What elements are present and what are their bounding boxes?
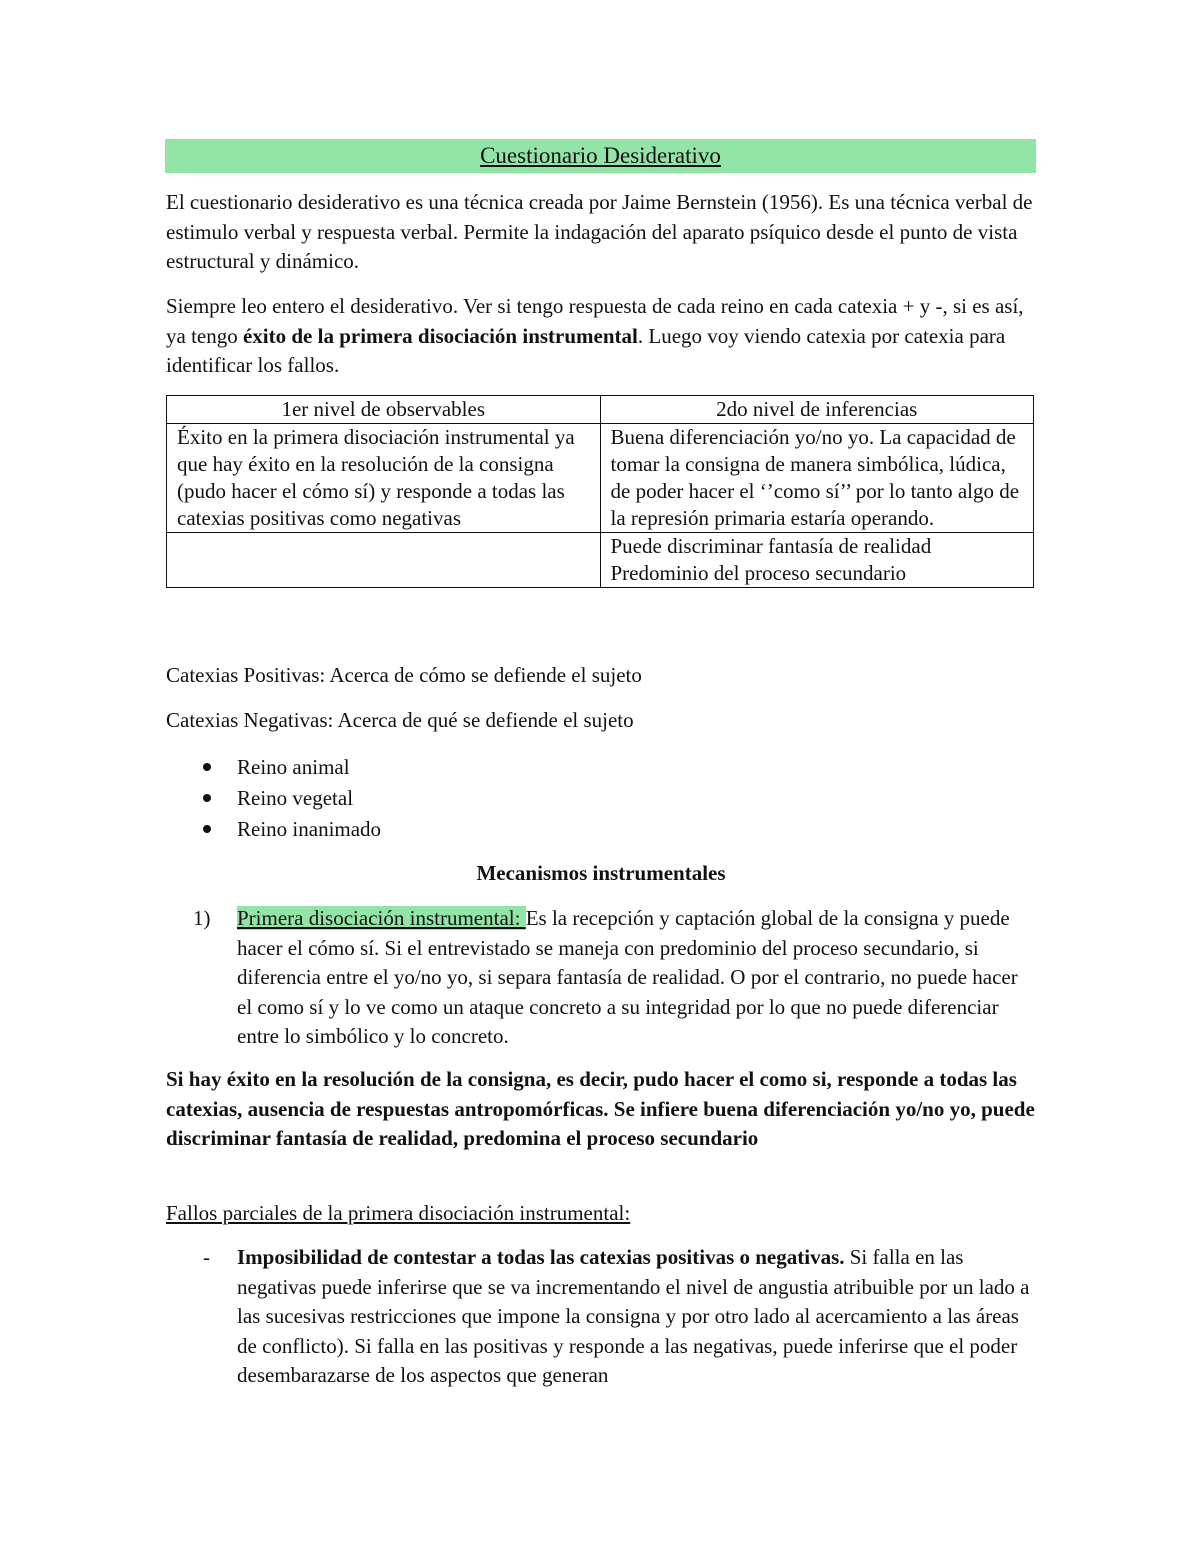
reinos-list	[166, 752, 381, 845]
dash-item-bold: Imposibilidad de contestar a todas las catexias positivas o negativas.	[237, 1245, 845, 1269]
list-item	[166, 814, 381, 845]
table-cell: Éxito en la primera disociación instrumental ya que hay éxito en la resolución de la consigna (pudo hacer el cómo sí) y responde a todas las catexias positivas como negativas	[167, 424, 601, 533]
table-cell-empty	[167, 533, 601, 588]
dash-marker: -	[203, 1245, 210, 1269]
list-item	[166, 752, 381, 783]
document-title: Cuestionario Desiderativo	[480, 143, 721, 168]
list-item-label: Reino inanimado	[237, 817, 382, 841]
summary-bold-paragraph: Si hay éxito en la resolución de la consigna, es decir, pudo hacer el como si, responde a todas las catexias, ausencia de respuestas antropomórficas. Se infiere buena diferenciación yo/no yo, puede discriminar fantasía de realidad, predomina el proceso secundario	[166, 1067, 1035, 1150]
dash-item-text: Si falla en las negativas puede inferirse que se va incrementando el nivel de angustia atribuible por un lado a las sucesivas restricciones que impone la consigna y por otro lado al acercamiento a las áreas de conflicto). Si falla en las positivas y responde a las negativas, puede inferirse que el poder desembarazarse de los aspectos que generan	[237, 1245, 1030, 1387]
table-cell: Puede discriminar fantasía de realidad Predominio del proceso secundario	[600, 533, 1034, 588]
reading-paragraph	[166, 292, 1036, 381]
observables-table	[166, 395, 1034, 588]
table-header-observables: 1er nivel de observables	[167, 396, 601, 424]
bullet-icon	[203, 825, 211, 833]
dash-item	[166, 1243, 1036, 1391]
list-item	[166, 783, 381, 814]
table-cell: Buena diferenciación yo/no yo. La capacidad de tomar la consigna de manera simbólica, lúdica, de poder hacer el ‘’como sí’’ por lo tanto algo de la represión primaria estaría operando.	[600, 424, 1034, 533]
list-item-label: Reino animal	[237, 755, 350, 779]
title-banner	[165, 139, 1036, 173]
item-number: 1)	[193, 906, 211, 930]
highlighted-term: Primera disociación instrumental:	[237, 906, 526, 930]
reading-text-bold: éxito de la primera disociación instrumental	[242, 323, 638, 348]
table-header-inferencias: 2do nivel de inferencias	[600, 396, 1034, 424]
bullet-icon	[203, 763, 211, 771]
section-heading: Mecanismos instrumentales	[476, 861, 726, 885]
intro-paragraph: El cuestionario desiderativo es una técnica creada por Jaime Bernstein (1956). Es una técnica verbal de estimulo verbal y respuesta verbal. Permite la indagación del aparato psíquico desde el punto de vista estructural y dinámico.	[166, 190, 1033, 273]
reading-text-start: Siempre leo entero el desiderativo. Ver si tengo respuesta de cada reino en cada catexia + y -, si es así, ya tengo	[166, 294, 1024, 348]
table-header-row	[167, 396, 1034, 424]
fallos-subtitle: Fallos parciales de la primera disociación instrumental:	[166, 1201, 631, 1225]
catexias-negativas: Catexias Negativas: Acerca de qué se defiende el sujeto	[166, 708, 634, 732]
item-text: Es la recepción y captación global de la consigna y puede hacer el cómo sí. Si el entrevistado se maneja con predominio del proceso secundario, si diferencia entre el yo/no yo, si separa fantasía de realidad. O por el contrario, no puede hacer el como sí y lo ve como un ataque concreto a su integridad por lo que no puede diferenciar entre lo simbólico y lo concreto.	[237, 906, 1018, 1048]
table-row	[167, 424, 1034, 533]
item-body	[237, 904, 1036, 1052]
bullet-icon	[203, 794, 211, 802]
numbered-item	[166, 904, 1036, 1052]
dash-item-body	[237, 1243, 1036, 1391]
list-item-label: Reino vegetal	[237, 786, 354, 810]
table-row	[167, 533, 1034, 588]
catexias-positivas: Catexias Positivas: Acerca de cómo se defiende el sujeto	[166, 663, 642, 687]
reading-text-end: . Luego voy viendo catexia por catexia para identificar los fallos.	[166, 323, 1006, 377]
